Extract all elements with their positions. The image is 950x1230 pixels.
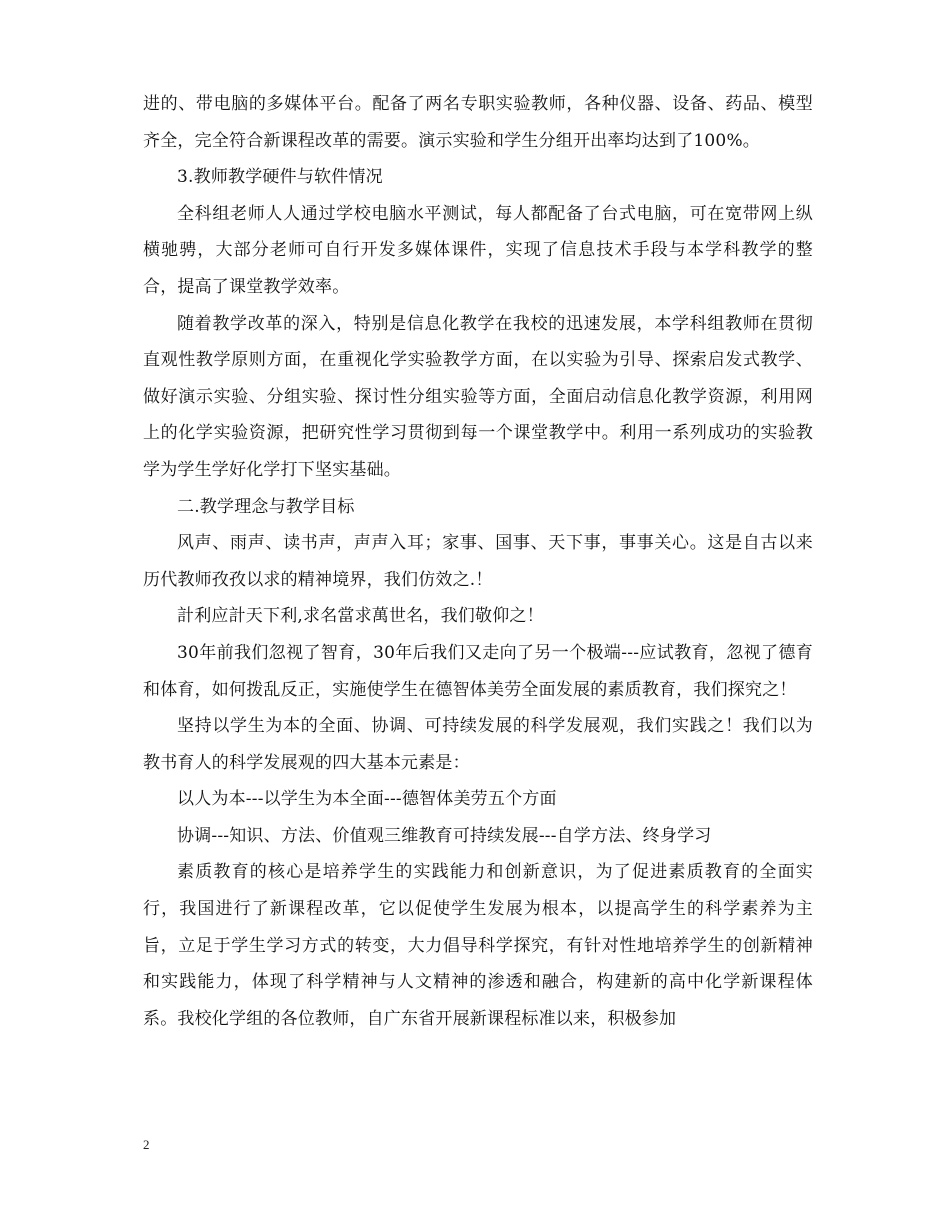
paragraph: 全科组老师人人通过学校电脑水平测试，每人都配备了台式电脑，可在宽带网上纵横驰骋，大部分老师可自行开发多媒体课件，实现了信息技术手段与本学科教学的整合，提高了课堂教学效率。 — [143, 203, 813, 297]
section-heading: 二.教学理念与教学目标 — [177, 496, 355, 517]
page-number: 2 — [143, 1137, 150, 1152]
paragraph: 30年前我们忽视了智育，30年后我们又走向了另一个极端---应试教育，忽视了德育和体育，如何拨乱反正，实施使学生在德智体美劳全面发展的素质教育，我们探究之！ — [143, 642, 813, 700]
paragraph: 計利应計天下利,求名當求萬世名，我们敬仰之！ — [177, 606, 544, 627]
paragraph: 素质教育的核心是培养学生的实践能力和创新意识，为了促进素质教育的全面实行，我国进行了新课程改革，它以促使学生发展为根本，以提高学生的科学素养为主旨，立足于学生学习方式的转变，大力倡导科学探究，有针对性地培养学生的创新精神和实践能力，体现了科学精神与人文精神的渗透和融合，构建新的高中化学新课程体系。我校化学组的各位教师，自广东省开展新课程标准以来，积极参加 — [143, 862, 813, 1029]
section-heading: 3.教师教学硬件与软件情况 — [177, 167, 383, 188]
document-body — [143, 86, 813, 1037]
paragraph: 进的、带电脑的多媒体平台。配备了两名专职实验教师，各种仪器、设备、药品、模型齐全，完全符合新课程改革的需要。演示实验和学生分组开出率均达到了100%。 — [143, 94, 813, 151]
paragraph: 坚持以学生为本的全面、协调、可持续发展的科学发展观，我们实践之！我们以为教书育人的科学发展观的四大基本元素是： — [143, 716, 813, 773]
paragraph: 随着教学改革的深入，特别是信息化教学在我校的迅速发展，本学科组教师在贯彻直观性教学原则方面，在重视化学实验教学方面，在以实验为引导、探索启发式教学、做好演示实验、分组实验、探讨性分组实验等方面，全面启动信息化教学资源，利用网上的化学实验资源，把研究性学习贯彻到每一个课堂教学中。利用一系列成功的实验教学为学生学好化学打下坚实基础。 — [143, 313, 813, 480]
list-item: 以人为本---以学生为本全面---德智体美劳五个方面 — [177, 789, 557, 810]
paragraph: 风声、雨声、读书声，声声入耳；家事、国事、天下事，事事关心。这是自古以来历代教师孜孜以求的精神境界，我们仿效之.！ — [143, 533, 813, 590]
list-item: 协调---知识、方法、价值观三维教育可持续发展---自学方法、终身学习 — [177, 825, 712, 846]
